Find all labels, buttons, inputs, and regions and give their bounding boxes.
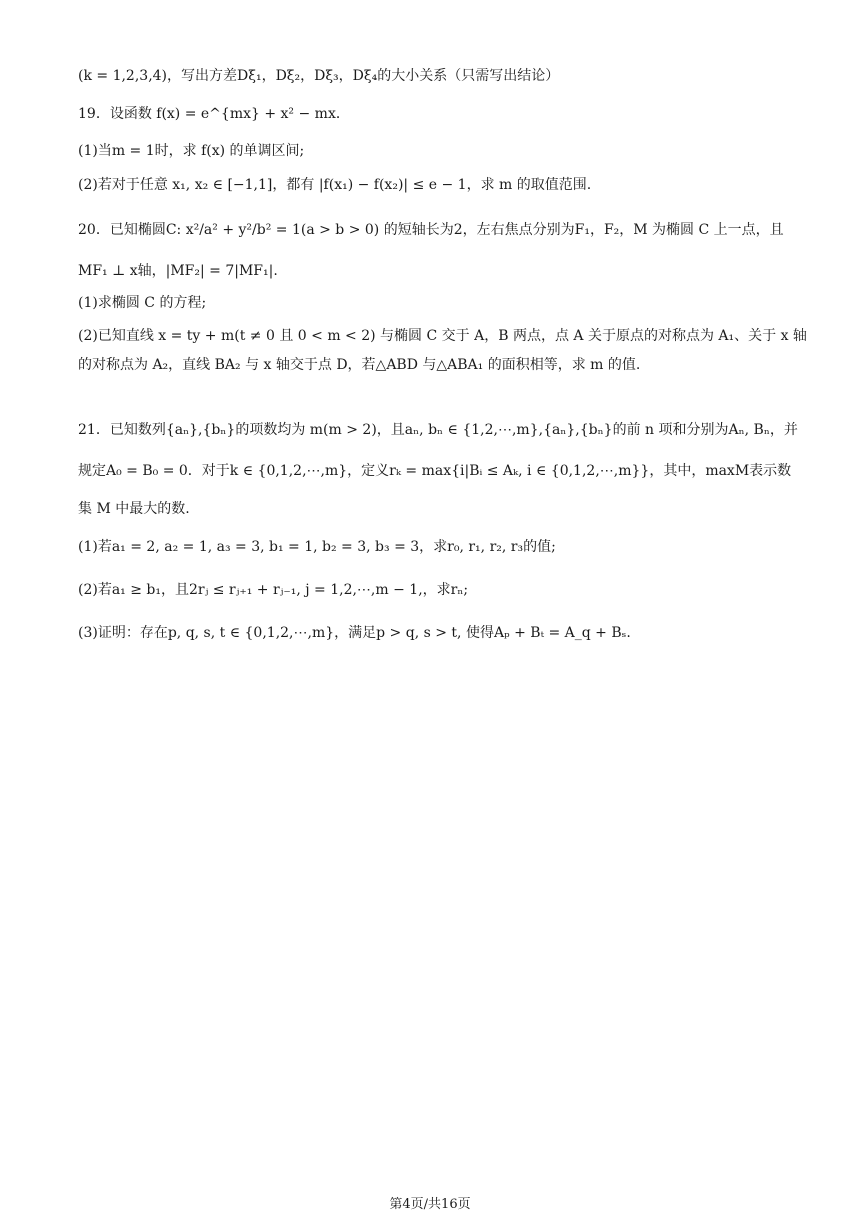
- page-footer: 第4页/共16页: [389, 1197, 471, 1212]
- q19-part1: (1)当m = 1时，求 f(x) 的单调区间;: [78, 143, 305, 159]
- q20-part2-line2: 的对称点为 A₂，直线 BA₂ 与 x 轴交于点 D，若△ABD 与△ABA₁ 的面积相等，求 m 的值.: [78, 357, 641, 373]
- q20-part2-line1: (2)已知直线 x = ty + m(t ≠ 0 且 0 < m < 2) 与椭圆 C 交于 A，B 两点，点 A 关于原点的对称点为 A₁、关于 x 轴: [78, 328, 807, 344]
- q20-part1: (1)求椭圆 C 的方程;: [78, 295, 207, 311]
- q21-part2: (2)若a₁ ≥ b₁，且2rⱼ ≤ rⱼ₊₁ + rⱼ₋₁, j = 1,2,⋯,m − 1,，求rₙ;: [78, 582, 469, 598]
- q21-part3: (3)证明：存在p, q, s, t ∈ {0,1,2,⋯,m}，满足p > q, s > t, 使得Aₚ + Bₜ = A_q + Bₛ.: [78, 625, 631, 641]
- q19-stem: 19．设函数 f(x) = e^{mx} + x² − mx．: [78, 106, 350, 122]
- q21-stem-line1: 21．已知数列{aₙ},{bₙ}的项数均为 m(m > 2)，且aₙ, bₙ ∈ {1,2,⋯,m},{aₙ},{bₙ}的前 n 项和分别为Aₙ, Bₙ，并: [78, 422, 798, 438]
- q20-stem-line1: 20．已知椭圆C: x²/a² + y²/b² = 1(a > b > 0) 的短轴长为2，左右焦点分别为F₁，F₂，M 为椭圆 C 上一点，且: [78, 222, 784, 238]
- q21-stem-line3: 集 M 中最大的数.: [78, 501, 190, 517]
- q21-part1: (1)若a₁ = 2, a₂ = 1, a₃ = 3, b₁ = 1, b₂ = 3, b₃ = 3，求r₀, r₁, r₂, r₃的值;: [78, 539, 556, 555]
- q20-stem-line2: MF₁ ⊥ x轴，|MF₂| = 7|MF₁|.: [78, 263, 278, 279]
- q18-continuation: (k = 1,2,3,4)，写出方差Dξ₁，Dξ₂，Dξ₃，Dξ₄的大小关系（只需写出结论）: [78, 68, 560, 84]
- q19-part2: (2)若对于任意 x₁, x₂ ∈ [−1,1]，都有 |f(x₁) − f(x₂)| ≤ e − 1，求 m 的取值范围.: [78, 177, 592, 193]
- q21-stem-line2: 规定A₀ = B₀ = 0．对于k ∈ {0,1,2,⋯,m}，定义rₖ = max{i|Bᵢ ≤ Aₖ, i ∈ {0,1,2,⋯,m}}，其中，maxM表示数: [78, 463, 792, 479]
